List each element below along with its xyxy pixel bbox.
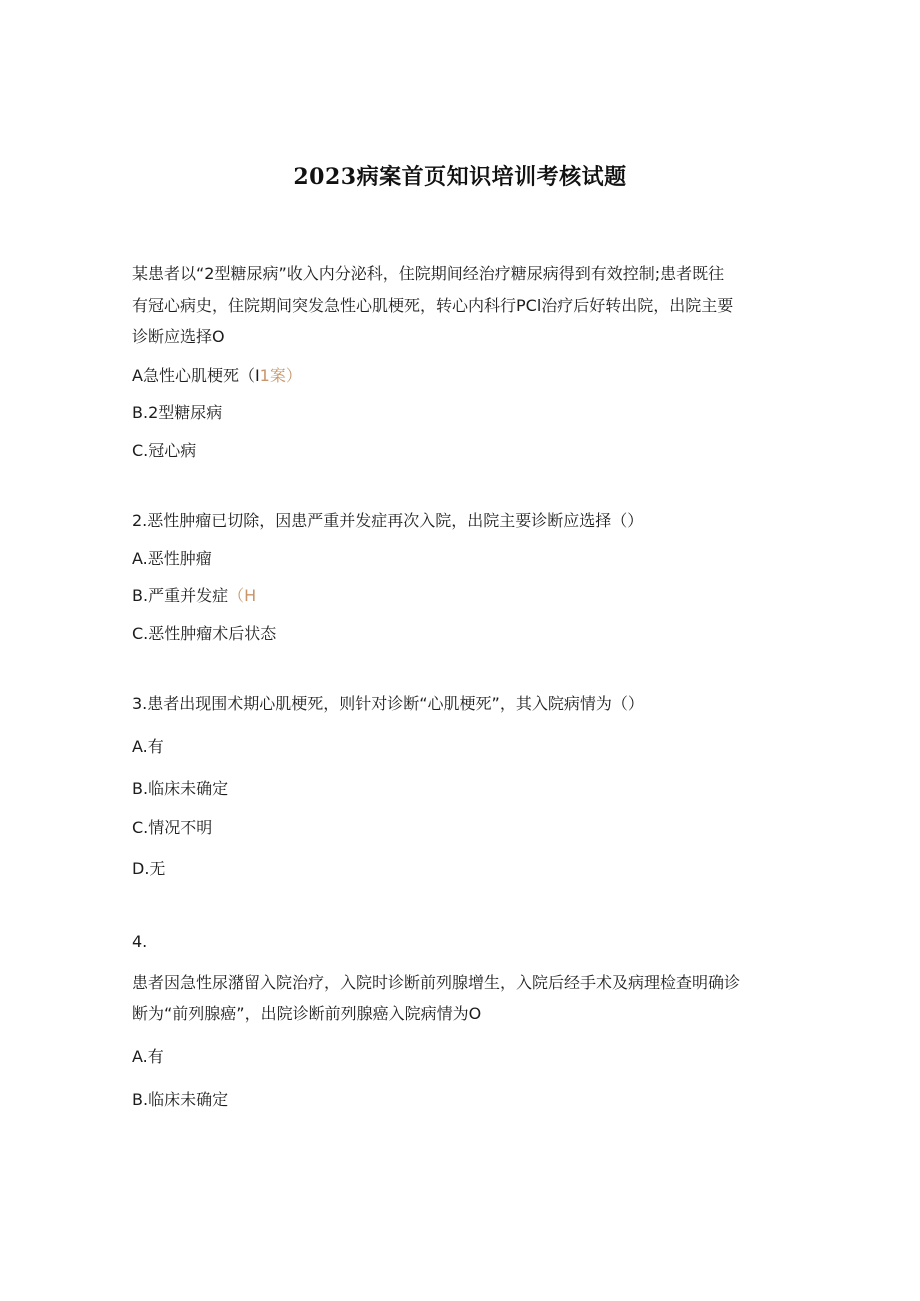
question-3-option-d: D.无	[132, 859, 166, 878]
question-3-option-c: C.情况不明	[132, 818, 213, 837]
question-1-stem-line-2: 有冠心病史，住院期间突发急性心肌梗死，转心内科行PCl治疗后好转出院，出院主要	[132, 296, 734, 315]
question-3-stem: 3.患者出现围术期心肌梗死，则针对诊断“心肌梗死”，其入院病情为（）	[132, 694, 644, 713]
answer-mark: 1案）	[259, 366, 302, 385]
question-3-option-a: A.有	[132, 737, 164, 756]
question-4-stem-line-1: 患者因急性尿潴留入院治疗，入院时诊断前列腺增生，入院后经手术及病理检查明确诊	[132, 973, 741, 992]
question-4-option-b: B.临床未确定	[132, 1090, 229, 1109]
question-1-option-c: C.冠心病	[132, 441, 197, 460]
question-4-option-a: A.有	[132, 1047, 164, 1066]
question-2-option-c: C.恶性肿瘤术后状态	[132, 624, 277, 643]
option-text: A急性心肌梗死（I	[132, 366, 260, 385]
question-1-stem-line-1: 某患者以“2型糖尿病”收入内分泌科，住院期间经治疗糖尿病得到有效控制;患者既往	[132, 264, 725, 283]
question-2-stem: 2.恶性肿瘤已切除，因患严重并发症再次入院，出院主要诊断应选择（）	[132, 511, 644, 530]
question-3-option-b: B.临床未确定	[132, 779, 229, 798]
question-2-option-a: A.恶性肿瘤	[132, 549, 212, 568]
question-1-option-b: B.2型糖尿病	[132, 403, 223, 422]
question-1-stem-line-3: 诊断应选择O	[132, 327, 225, 346]
page-title: 2023病案首页知识培训考核试题	[293, 164, 627, 190]
answer-mark: （H	[228, 586, 257, 605]
option-text: B.严重并发症	[132, 586, 229, 605]
question-1-option-a	[132, 366, 792, 386]
question-2-option-b	[132, 586, 792, 606]
question-4-stem-line-2: 断为“前列腺癌”，出院诊断前列腺癌入院病情为O	[132, 1004, 482, 1023]
question-4-number: 4.	[132, 932, 148, 951]
